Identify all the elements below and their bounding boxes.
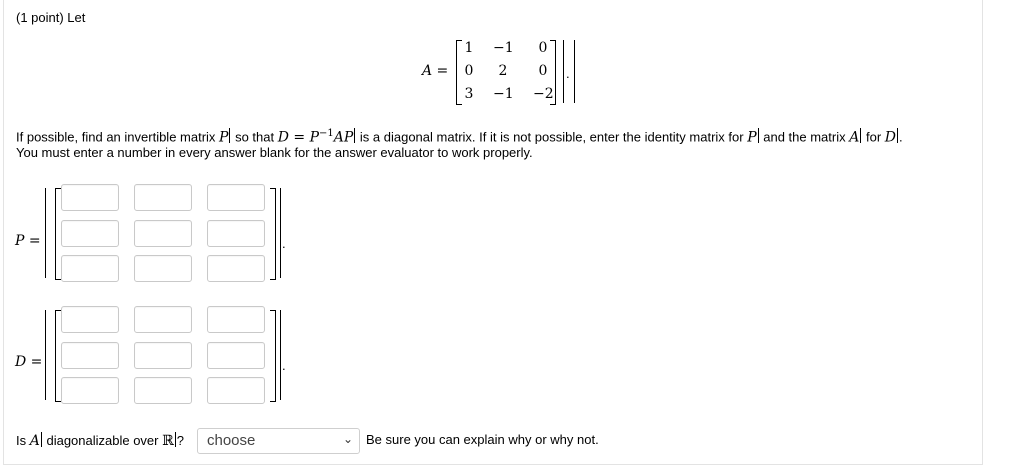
p-entry-3-3[interactable] [207, 255, 265, 282]
problem-card [3, 0, 983, 465]
matrix-a-cell: 2 [498, 63, 508, 79]
matrix-a-label: A = [422, 63, 449, 79]
matrix-a-right-bracket [550, 40, 556, 105]
p-entry-3-2[interactable] [134, 255, 192, 282]
d-entry-1-3[interactable] [207, 306, 265, 333]
p-entry-3-1[interactable] [61, 255, 119, 282]
d-matrix-right-bracket [270, 310, 276, 402]
diagonalizable-question: Is A diagonalizable over ℝ ? [16, 433, 184, 449]
d-entry-2-3[interactable] [207, 342, 265, 369]
p-entry-1-3[interactable] [207, 184, 265, 211]
p-matrix-label: P = [15, 233, 41, 249]
diagonalizable-select[interactable] [197, 428, 360, 454]
d-entry-1-1[interactable] [61, 306, 119, 333]
d-entry-3-2[interactable] [134, 377, 192, 404]
select-value: choose [207, 432, 256, 449]
hint-text: Be sure you can explain why or why not. [366, 432, 599, 447]
matrix-a-cell: 0 [538, 63, 548, 79]
p-entry-2-3[interactable] [207, 220, 265, 247]
d-matrix-label: D = [15, 354, 43, 370]
matrix-a-cell: 0 [538, 40, 548, 56]
d-entry-1-2[interactable] [134, 306, 192, 333]
p-matrix-right-bracket [270, 188, 276, 280]
d-entry-2-2[interactable] [134, 342, 192, 369]
instructions-line1: If possible, find an invertible matrix P so that $D = P^{-1}AP$ is a diagonal matrix. If it is not possible, enter the identity matrix for P and the matrix A for D . [16, 128, 903, 146]
p-entry-2-2[interactable] [134, 220, 192, 247]
d-matrix-border [45, 310, 46, 400]
matrix-a-cell: −1 [493, 86, 514, 102]
p-entry-1-1[interactable] [61, 184, 119, 211]
p-matrix-border [45, 188, 46, 278]
instructions-line2: You must enter a number in every answer blank for the answer evaluator to work properly. [16, 145, 533, 160]
matrix-a-cell: 3 [464, 86, 474, 102]
p-entry-2-1[interactable] [61, 220, 119, 247]
matrix-a-cell: 0 [464, 63, 474, 79]
d-entry-2-1[interactable] [61, 342, 119, 369]
p-matrix-border [280, 188, 281, 278]
d-matrix-period: . [282, 358, 286, 373]
p-matrix-period: . [282, 236, 286, 251]
matrix-a-period: . [566, 66, 570, 81]
p-entry-1-2[interactable] [134, 184, 192, 211]
problem-header: (1 point) Let [16, 10, 86, 25]
matrix-a-cell: 1 [464, 40, 474, 56]
matrix-a-cell: −2 [533, 86, 554, 102]
matrix-a-border [574, 40, 575, 103]
chevron-down-icon: ⌄ [342, 432, 353, 446]
d-matrix-border [280, 310, 281, 400]
d-entry-3-3[interactable] [207, 377, 265, 404]
matrix-a-border [563, 40, 564, 103]
matrix-a-cell: −1 [493, 40, 514, 56]
d-entry-3-1[interactable] [61, 377, 119, 404]
